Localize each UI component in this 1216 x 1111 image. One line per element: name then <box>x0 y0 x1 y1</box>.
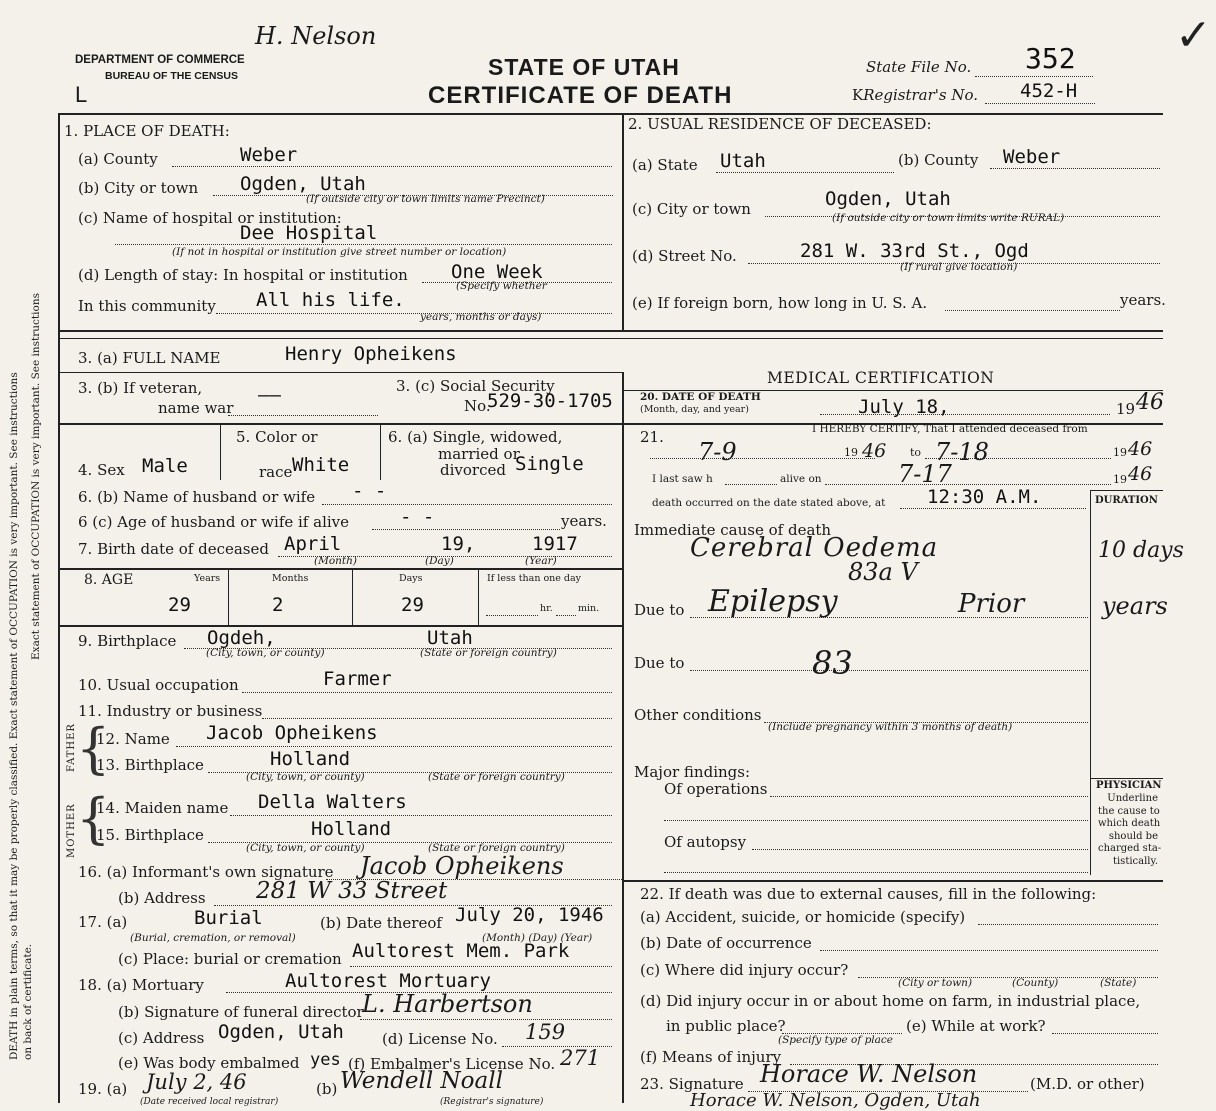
immediate-duration: 10 days <box>1098 538 1184 563</box>
mother-name-value: Della Walters <box>258 791 407 813</box>
public-label: in public place? <box>666 1017 786 1035</box>
residence-state-value: Utah <box>720 150 766 172</box>
place-stay-label: (d) Length of stay: In hospital or institution <box>78 266 408 284</box>
director-signature: L. Harbertson <box>362 990 533 1018</box>
father-bp-note1: (City, town, or county) <box>246 771 365 783</box>
birthplace-state-value: Utah <box>427 627 473 649</box>
filed-note: (Date received local registrar) <box>140 1097 279 1107</box>
dod-value: July 18, <box>858 396 950 418</box>
mort-address-label: (c) Address <box>118 1029 205 1047</box>
residence-street-label: (d) Street No. <box>632 247 737 265</box>
yr-prefix1: 19 <box>844 446 858 459</box>
age-months-value: 2 <box>272 594 284 616</box>
birth-year-note: (Year) <box>525 555 557 567</box>
registrar-number: 452-H <box>1020 80 1078 102</box>
age-min-label: min. <box>578 603 600 614</box>
veteran-label2: name war <box>158 399 234 417</box>
sex-label: 4. Sex <box>78 461 125 479</box>
ss-value: 529-30-1705 <box>487 390 613 412</box>
yr1-value: 46 <box>862 440 887 462</box>
filed-label: 19. (a) <box>78 1080 128 1098</box>
due1-extra: Prior <box>958 589 1025 619</box>
embalmer-value: 271 <box>560 1046 601 1070</box>
where-note2: (County) <box>1012 977 1059 989</box>
state-file-label: State File No. <box>866 58 972 76</box>
spouse-age-label: 6 (c) Age of husband or wife if alive <box>78 513 350 531</box>
residence-city-note: (If outside city or town limits write RURAL) <box>832 212 1065 224</box>
mort-address-value: Ogden, Utah <box>218 1021 344 1043</box>
physician-signature-bottom: Horace W. Nelson, Ogden, Utah <box>690 1090 981 1111</box>
certify-label: 21. <box>640 428 664 446</box>
margin-right-text: Exact statement of OCCUPATION is very important. See instructions <box>30 293 42 660</box>
age-label: 8. AGE <box>84 572 134 588</box>
father-bp-label: 13. Birthplace <box>96 756 204 774</box>
place-stay-note: (Specify whether <box>456 280 547 292</box>
physician-note-line: which death <box>1098 818 1161 829</box>
sex-value: Male <box>142 455 188 477</box>
top-signature: H. Nelson <box>255 22 377 50</box>
filed-value: July 2, 46 <box>146 1070 247 1094</box>
place-county-value: Weber <box>240 144 298 166</box>
spouse-label: 6. (b) Name of husband or wife <box>78 488 316 506</box>
mother-tag: MOTHER <box>66 803 77 858</box>
external-label: 22. If death was due to external causes, fill in the following: <box>640 885 1097 903</box>
immediate-value: Cerebral Oedema <box>690 533 939 563</box>
check-mark-icon: ✓ <box>1175 10 1212 61</box>
color-value: White <box>292 454 350 476</box>
registrar-label-text: Registrar's No. <box>863 86 979 104</box>
state-file-number: 352 <box>1025 42 1076 75</box>
burial-label: 17. (a) <box>78 913 128 931</box>
license-label: (d) License No. <box>382 1030 498 1048</box>
corner-mark: L <box>75 82 88 107</box>
birth-month-value: April <box>284 533 342 555</box>
informant-address-value: 281 W 33 Street <box>256 878 448 904</box>
certify-text: I HEREBY CERTIFY, That I attended deceased from <box>812 423 1088 435</box>
informant-signature: Jacob Opheikens <box>360 852 564 880</box>
age-days-label: Days <box>399 573 423 584</box>
occupation-value: Farmer <box>323 668 392 690</box>
place-community-label: In this community <box>78 297 216 315</box>
residence-city-label: (c) City or town <box>632 200 751 218</box>
physician-note <box>1098 793 1162 868</box>
mortuary-label: 18. (a) Mortuary <box>78 976 204 994</box>
where-note3: (State) <box>1100 977 1137 989</box>
spouse-age-suffix: years. <box>561 512 607 530</box>
yr2-value: 46 <box>1128 438 1153 460</box>
alive-label: alive on <box>780 473 822 485</box>
other-label: Other conditions <box>634 706 762 724</box>
occurrence-label: (b) Date of occurrence <box>640 934 812 952</box>
residence-street-value: 281 W. 33rd St., Ogd <box>800 240 1029 262</box>
physician-head: PHYSICIAN <box>1096 780 1162 791</box>
registrar-signature: Wendell Noall <box>340 1068 503 1094</box>
signature-suffix: (M.D. or other) <box>1030 1075 1145 1093</box>
marital-label3: divorced <box>440 461 506 479</box>
physician-note-line: the cause to <box>1098 805 1160 817</box>
father-name-label: 12. Name <box>96 730 170 748</box>
certificate-title: CERTIFICATE OF DEATH <box>428 82 733 109</box>
place-stay-value: One Week <box>451 261 543 283</box>
place-hospital-value: Dee Hospital <box>240 222 378 244</box>
ss-label: 3. (c) Social Security <box>396 377 555 395</box>
veteran-value: —— <box>258 384 281 406</box>
due1-duration: years <box>1102 592 1168 620</box>
signature-label: 23. Signature <box>640 1075 744 1093</box>
residence-foreign-label: (e) If foreign born, how long in U. S. A. <box>632 294 928 312</box>
marital-label: 6. (a) Single, widowed, <box>388 428 563 446</box>
duration-label: DURATION <box>1095 495 1158 506</box>
place-community-note: years, months or days) <box>420 311 542 323</box>
autopsy-label: Of autopsy <box>664 833 747 851</box>
spouse-value: - - <box>352 480 387 502</box>
yr-prefix2: 19 <box>1113 446 1127 459</box>
age-days-value: 29 <box>401 594 424 616</box>
fullname-value: Henry Opheikens <box>285 343 457 365</box>
lastsaw-label: I last saw h <box>652 473 713 485</box>
accident-label: (a) Accident, suicide, or homicide (specify) <box>640 908 966 926</box>
place-hospital-note: (If not in hospital or institution give street number or location) <box>172 246 507 258</box>
burial-date-note: (Month) (Day) (Year) <box>482 932 593 944</box>
residence-foreign-suffix: years. <box>1120 291 1166 309</box>
father-bp-value: Holland <box>270 748 351 770</box>
other-note: (Include pregnancy within 3 months of death) <box>768 721 1013 733</box>
burial-value: Burial <box>194 907 263 929</box>
age-hr-label: hr. <box>540 603 553 614</box>
place-heading: 1. PLACE OF DEATH: <box>64 122 230 140</box>
place-city-note: (If outside city or town limits name Precinct) <box>306 193 545 205</box>
father-bp-note2: (State or foreign country) <box>428 771 565 783</box>
marital-value: Single <box>515 453 584 475</box>
operations-label: Of operations <box>664 780 768 798</box>
where-note1: (City or town) <box>898 977 973 989</box>
birthplace-city-value: Ogdeh, <box>207 627 276 649</box>
time-value: 12:30 A.M. <box>927 486 1042 508</box>
mother-bp-note2: (State or foreign country) <box>428 842 565 854</box>
residence-state-label: (a) State <box>632 156 698 174</box>
informant-label: 16. (a) Informant's own signature <box>78 863 334 881</box>
to-label: to <box>910 446 922 459</box>
mother-brace-icon: { <box>76 787 111 850</box>
birth-label: 7. Birth date of deceased <box>78 540 269 558</box>
yr3-value: 46 <box>1128 463 1153 485</box>
yr-prefix3: 19 <box>1113 473 1127 486</box>
major-label: Major findings: <box>634 763 751 781</box>
dod-year-value: 46 <box>1136 390 1164 415</box>
burial-date-value: July 20, 1946 <box>455 904 604 926</box>
immediate-label: Immediate cause of death <box>634 521 832 539</box>
age-months-label: Months <box>272 573 309 584</box>
birth-month-note: (Month) <box>314 555 358 567</box>
father-name-value: Jacob Opheikens <box>206 722 378 744</box>
mother-name-label: 14. Maiden name <box>96 799 229 817</box>
place-city-value: Ogden, Utah <box>240 173 366 195</box>
physician-note-line: Underline <box>1107 793 1158 804</box>
place-hospital-label: (c) Name of hospital or institution: <box>78 209 342 227</box>
birthplace-label: 9. Birthplace <box>78 632 177 650</box>
dept-line1: DEPARTMENT OF COMMERCE <box>75 54 245 66</box>
means-label: (f) Means of injury <box>640 1048 782 1066</box>
mother-bp-label: 15. Birthplace <box>96 826 204 844</box>
burial-place-value: Aultorest Mem. Park <box>352 940 570 962</box>
residence-county-value: Weber <box>1003 146 1061 168</box>
age-lessday-label: If less than one day <box>487 573 582 584</box>
state-title: STATE OF UTAH <box>488 54 680 80</box>
residence-heading: 2. USUAL RESIDENCE OF DECEASED: <box>628 115 932 133</box>
due1-value: Epilepsy <box>708 584 838 619</box>
dod-note: (Month, day, and year) <box>640 404 749 415</box>
father-brace-icon: { <box>76 717 111 780</box>
birth-year-value: 1917 <box>532 533 578 555</box>
public-note: (Specify type of place <box>778 1034 894 1046</box>
place-city-label: (b) City or town <box>78 179 199 197</box>
residence-county-label: (b) County <box>898 151 979 169</box>
due2-label: Due to <box>634 654 685 672</box>
physician-note-line: charged sta- <box>1098 843 1162 854</box>
occupation-label: 10. Usual occupation <box>78 676 239 694</box>
dod-label: 20. DATE OF DEATH <box>640 391 761 403</box>
burial-place-label: (c) Place: burial or cremation <box>118 950 342 968</box>
dod-year-prefix: 19 <box>1116 400 1136 418</box>
birth-day-note: (Day) <box>425 555 454 567</box>
place-county-label: (a) County <box>78 150 158 168</box>
embalmed-value: yes <box>310 1050 341 1070</box>
burial-date-label: (b) Date thereof <box>320 914 442 932</box>
dept-line2: BUREAU OF THE CENSUS <box>105 70 239 82</box>
burial-note: (Burial, cremation, or removal) <box>130 932 296 944</box>
attended-from-value: 7-9 <box>698 438 737 466</box>
immediate-code: 83a V <box>848 558 918 586</box>
due2-value: 83 <box>812 644 853 682</box>
attended-to-value: 7-18 <box>935 438 989 466</box>
veteran-label: 3. (b) If veteran, <box>78 379 203 397</box>
color-label: 5. Color or <box>236 428 318 446</box>
ss-label2: No. <box>464 397 491 415</box>
margin-left-text2: on back of certificate. <box>22 943 34 1060</box>
marital-label2: married or <box>438 445 520 463</box>
color-label2: race <box>259 463 293 481</box>
physician-signature: Horace W. Nelson <box>760 1060 978 1088</box>
birthplace-note1: (City, town, or county) <box>206 647 325 659</box>
embalmer-label: (f) Embalmer's License No. <box>348 1055 556 1073</box>
medical-heading: MEDICAL CERTIFICATION <box>767 369 995 387</box>
mortuary-value: Aultorest Mortuary <box>285 970 491 992</box>
alive-on-value: 7-17 <box>898 460 952 488</box>
atwork-label: (e) While at work? <box>906 1017 1046 1035</box>
home-label: (d) Did injury occur in or about home on farm, in industrial place, <box>640 992 1141 1010</box>
residence-city-value: Ogden, Utah <box>825 188 951 210</box>
age-years-value: 29 <box>168 594 191 616</box>
director-label: (b) Signature of funeral director <box>118 1003 364 1021</box>
registrar-note: (Registrar's signature) <box>440 1097 544 1107</box>
birth-day-value: 19, <box>441 533 476 555</box>
father-tag: FATHER <box>66 723 77 772</box>
margin-left-text: DEATH in plain terms, so that it may be properly classified. Exact statement of OCCUPATION is very important. See instructions <box>8 372 20 1060</box>
fullname-label: 3. (a) FULL NAME <box>78 349 221 367</box>
physician-note-line: tistically. <box>1112 855 1158 867</box>
age-years-label: Years <box>194 573 221 584</box>
license-value: 159 <box>525 1020 566 1044</box>
due1-label: Due to <box>634 601 685 619</box>
mother-bp-value: Holland <box>311 818 392 840</box>
residence-street-note: (If rural give location) <box>900 261 1018 273</box>
registrar-sig-label: (b) <box>316 1080 338 1098</box>
where-label: (c) Where did injury occur? <box>640 961 849 979</box>
place-community-value: All his life. <box>256 289 405 311</box>
industry-label: 11. Industry or business <box>78 702 263 720</box>
mother-bp-note1: (City, town, or county) <box>246 842 365 854</box>
spouse-age-value: - - <box>400 506 435 528</box>
physician-note-line: should be <box>1108 830 1158 842</box>
embalmed-label: (e) Was body embalmed <box>118 1054 300 1072</box>
registrar-label: KRegistrar's No. <box>852 86 979 104</box>
informant-address-label: (b) Address <box>118 889 206 907</box>
birthplace-note2: (State or foreign country) <box>420 647 557 659</box>
occurred-label: death occurred on the date stated above, at <box>652 497 886 509</box>
